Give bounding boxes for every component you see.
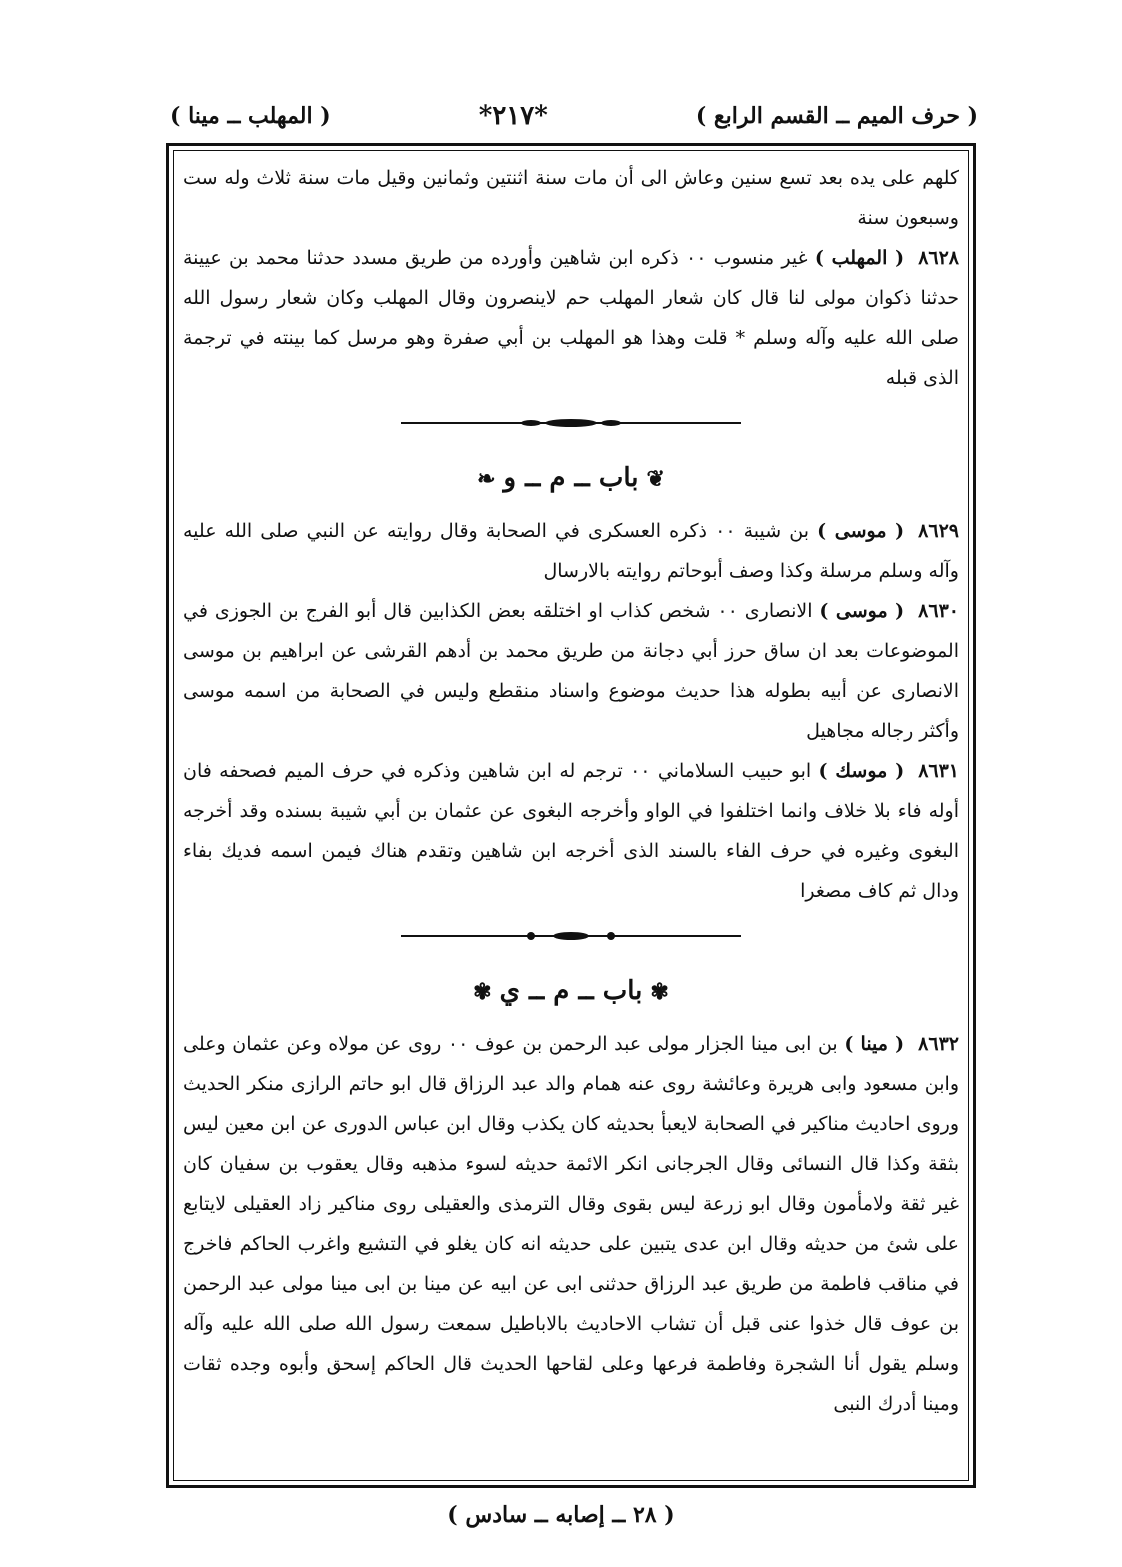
page-number: *٢١٧* bbox=[478, 101, 548, 131]
entry-name: ( موسى ) bbox=[819, 600, 905, 622]
continuation-paragraph: كلهم على يده بعد تسع سنين وعاش الى أن مات سنة اثنتين وثمانين وقيل مات سنة ثلاث وله ست وسبعون سنة bbox=[183, 167, 959, 229]
entry-text: ابو حبيب السلاماني ٠٠ ترجم له ابن شاهين وذكره في حرف الميم فصحفه فان أوله فاء بلا خلاف وانما اختلفوا في الواو وأخرجه البغوى عن عثمان بن أبي شيبة بسنده وقد أخرجه البغوى وغيره في حرف الفاء بالسند الذى أخرجه ابن شاهين وتقدم هناك فيمن اسمه فديك بفاء ودال ثم كاف مصغرا bbox=[183, 760, 959, 902]
entry-name: ( موسى ) bbox=[817, 520, 905, 542]
entry-text: بن ابى مينا الجزار مولى عبد الرحمن بن عوف ٠٠ روى عن مولاه وعن عثمان وعلى وابن مسعود وابى هريرة وعائشة روى عنه همام والد عبد الرزاق قال ابو حاتم الرازى منكر الحديث وروى احاديث مناكير في الصحابة لايعبأ بحديثه كان يكذب وقال ابن عباس الدورى عن ابن معين ليس بثقة وكذا قال النسائى وقال الجرجانى انكر الائمة حديثه لسوء مذهبه وقال يعقوب بن سفيان كان غير ثقة ولامأمون وقال ابو زرعة ليس بقوى وقال الترمذى والعقيلى روى مناكير زاد العقيلى لايتابع على شئ من حديثه وقال ابن عدى يتبين على حديثه انه كان يغلو في التشيع واغرب الحاكم فاخرج في مناقب فاطمة من طريق عبد الرزاق حدثنى ابى عن ابيه عن مينا بن ابى مينا مولى عبد الرحمن بن عوف قال خذوا عنى قبل أن تشاب الاحاديث بالاباطيل سمعت رسول الله صلى الله عليه وآله وسلم يقول أنا الشجرة وفاطمة فرعها وعلى لقاحها الحديث قال الحاكم إسحق وأبوه وجده ثقات ومينا أدرك النبى bbox=[183, 1033, 959, 1415]
entry-text: الانصارى ٠٠ شخص كذاب او اختلقه بعض الكذابين قال أبو الفرج بن الجوزى في الموضوعات بعد ان ساق حرز أبي دجانة من طريق محمد بن أدهم القرشى عن ابراهيم بن موسى الانصارى عن أبيه بطوله هذا حديث موضوع واسناد منقطع وليس في الصحابة من اسمه موسى وأكثر رجاله مجاهيل bbox=[183, 600, 959, 742]
section-divider-ornament bbox=[401, 929, 741, 943]
entry-8628 bbox=[183, 238, 959, 398]
entry-text: غير منسوب ٠٠ ذكره ابن شاهين وأورده من طريق مسدد حدثنا محمد بن عيينة حدثنا ذكوان مولى لنا قال كان شعار المهلب حم لاينصرون وقال المهلب وكان شعار رسول الله صلى الله عليه وآله وسلم * قلت وهذا هو المهلب بن أبي صفرة وهو مرسل كما بينته في ترجمة الذى قبله bbox=[183, 247, 959, 389]
entry-8630 bbox=[183, 591, 959, 751]
left-ornament-icon: ❦ bbox=[646, 466, 665, 492]
header-entry-range: ( المهلب ــ مينا ) bbox=[170, 103, 331, 129]
section-title: باب ــ م ــ و bbox=[503, 463, 639, 493]
left-ornament-icon: ✾ bbox=[650, 979, 669, 1005]
entry-8631 bbox=[183, 751, 959, 911]
header-chapter-title: ( حرف الميم ــ القسم الرابع ) bbox=[695, 103, 978, 129]
entry-name: ( المهلب ) bbox=[814, 247, 905, 269]
right-ornament-icon: ✾ bbox=[473, 979, 492, 1005]
page-number-value: ٢١٧ bbox=[492, 101, 535, 131]
section-title: باب ــ م ــ ي bbox=[499, 976, 643, 1006]
entry-number: ٨٦٣١ bbox=[918, 760, 959, 782]
entry-name: ( موسك ) bbox=[818, 760, 905, 782]
entry-8629 bbox=[183, 511, 959, 591]
entry-text: بن شيبة ٠٠ ذكره العسكرى في الصحابة وقال روايته عن النبي صلى الله عليه وآله وسلم مرسلة وكذا وصف أبوحاتم روايته بالارسال bbox=[183, 520, 959, 582]
entry-number: ٨٦٢٩ bbox=[918, 520, 959, 542]
page-footer: ( ٢٨ ــ إصابه ــ سادس ) bbox=[447, 1502, 675, 1528]
section-heading-mw bbox=[183, 456, 959, 501]
entry-number: ٨٦٢٨ bbox=[918, 247, 959, 269]
page-body bbox=[183, 158, 959, 1475]
section-divider-ornament bbox=[401, 416, 741, 430]
page-header bbox=[170, 96, 978, 136]
page-frame bbox=[166, 143, 976, 1488]
entry-number: ٨٦٣٠ bbox=[918, 600, 959, 622]
entry-name: ( مينا ) bbox=[844, 1033, 905, 1055]
section-heading-my bbox=[183, 969, 959, 1014]
entry-number: ٨٦٣٢ bbox=[918, 1033, 959, 1055]
right-ornament-icon: ❧ bbox=[477, 466, 496, 492]
entry-8632 bbox=[183, 1024, 959, 1424]
